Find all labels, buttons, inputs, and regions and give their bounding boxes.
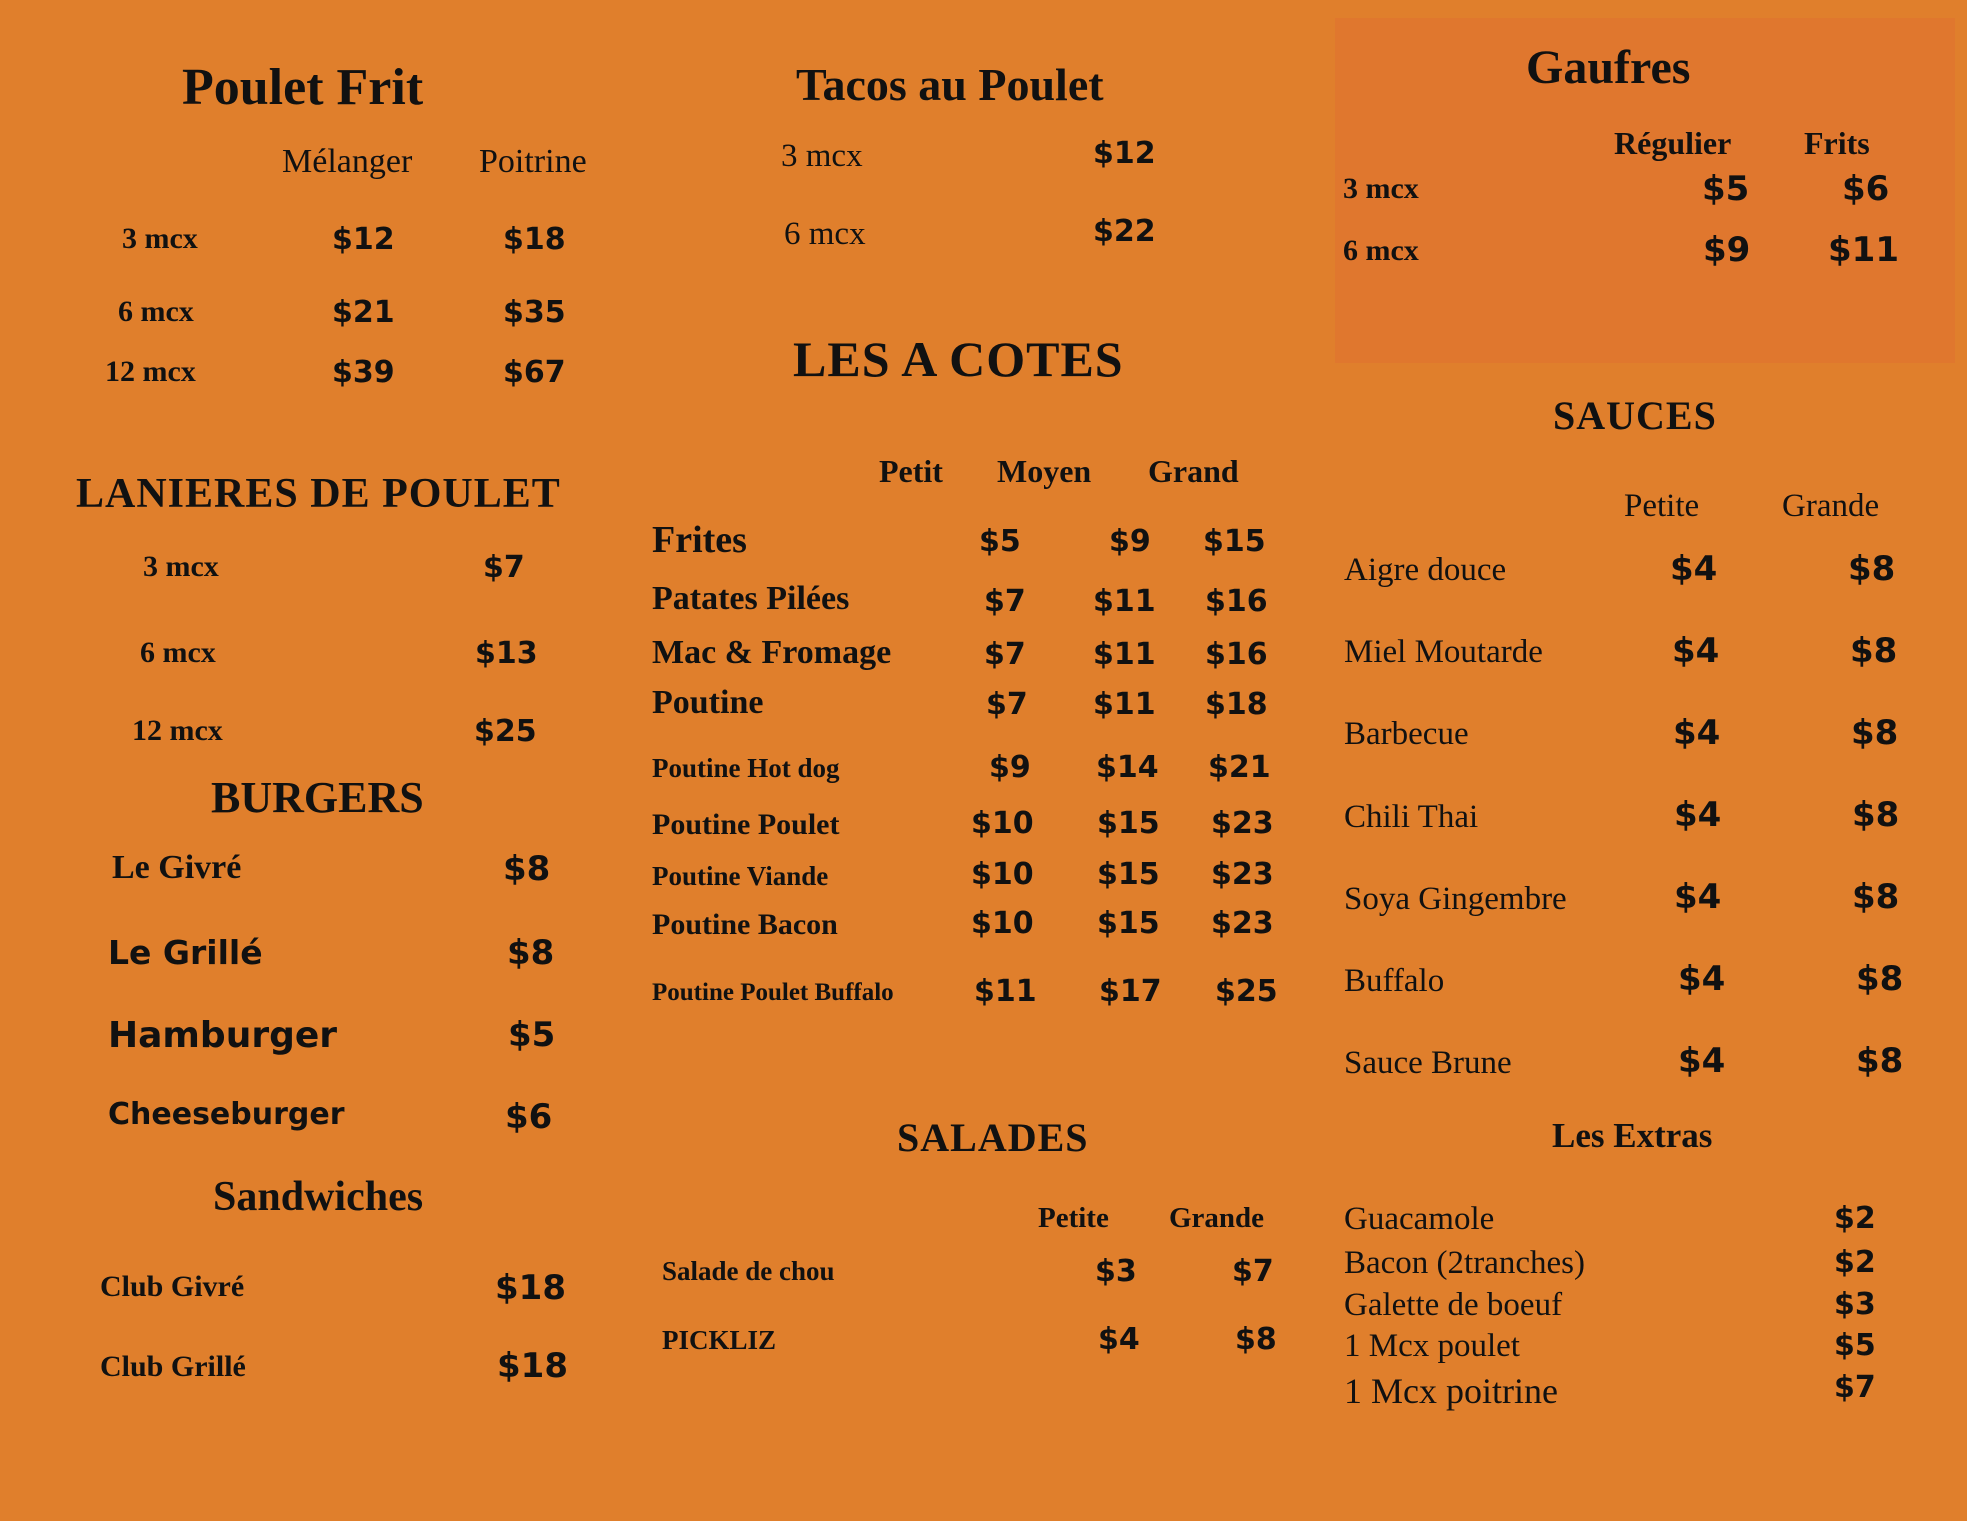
acotes-row-price: $11 (1093, 584, 1156, 619)
acotes-row-price: $9 (1109, 524, 1151, 559)
acotes-row-label: Poutine (652, 684, 764, 721)
acotes-row-price: $11 (974, 974, 1037, 1009)
salades-row-price: $7 (1232, 1254, 1274, 1289)
sauces-row-price: $4 (1670, 549, 1718, 589)
sauces-row-label: Soya Gingembre (1344, 881, 1567, 917)
salades-title: SALADES (897, 1115, 1089, 1160)
acotes-title: LES A COTES (793, 331, 1124, 387)
tacos-row-price: $12 (1093, 136, 1156, 171)
tacos-row-label: 6 mcx (784, 216, 866, 252)
sauces-row-price: $4 (1674, 795, 1722, 835)
sauces-row-price: $4 (1674, 877, 1722, 917)
lanieres-row-price: $7 (483, 550, 525, 585)
acotes-header-petit: Petit (879, 453, 943, 489)
salades-header-petite: Petite (1038, 1202, 1109, 1234)
extras-row-price: $2 (1834, 1245, 1876, 1280)
poulet-frit-header-poitrine: Poitrine (479, 143, 587, 180)
burgers-row-price: $6 (505, 1097, 553, 1137)
gaufres-row-label: 3 mcx (1343, 172, 1419, 205)
sauces-row-label: Chili Thai (1344, 799, 1479, 835)
sandwiches-row-label: Club Grillé (100, 1350, 246, 1383)
acotes-row-price: $7 (984, 584, 1026, 619)
sauces-row-price: $4 (1672, 631, 1720, 671)
sauces-row-label: Miel Moutarde (1344, 634, 1543, 670)
acotes-row-price: $5 (979, 524, 1021, 559)
tacos-title: Tacos au Poulet (796, 59, 1104, 110)
sauces-row-price: $8 (1856, 959, 1904, 999)
acotes-row-label: Poutine Bacon (652, 908, 838, 941)
burgers-row-label: Cheeseburger (108, 1097, 345, 1132)
acotes-row-label: Patates Pilées (652, 580, 850, 617)
acotes-header-grand: Grand (1148, 453, 1239, 489)
acotes-row-price: $15 (1097, 806, 1160, 841)
sauces-row-price: $8 (1848, 549, 1896, 589)
lanieres-row-label: 12 mcx (132, 714, 223, 747)
salades-row-label: PICKLIZ (662, 1325, 777, 1355)
extras-row-label: Galette de boeuf (1344, 1287, 1563, 1323)
poulet-frit-row-price: $21 (332, 295, 395, 330)
acotes-row-label: Poutine Poulet (652, 808, 840, 841)
lanieres-row-price: $13 (475, 636, 538, 671)
poulet-frit-row-price: $18 (503, 222, 566, 257)
acotes-row-price: $7 (984, 637, 1026, 672)
extras-row-label: 1 Mcx poitrine (1344, 1371, 1558, 1411)
acotes-row-label: Poutine Poulet Buffalo (652, 979, 894, 1006)
burgers-row-price: $5 (508, 1015, 556, 1055)
acotes-row-price: $23 (1211, 857, 1274, 892)
acotes-row-price: $15 (1203, 524, 1266, 559)
acotes-row-label: Mac & Fromage (652, 634, 892, 671)
sandwiches-row-price: $18 (495, 1268, 566, 1308)
extras-row-label: Guacamole (1344, 1201, 1495, 1237)
extras-row-price: $3 (1834, 1287, 1876, 1322)
sandwiches-title: Sandwiches (213, 1174, 424, 1220)
poulet-frit-row-price: $35 (503, 295, 566, 330)
acotes-row-price: $21 (1208, 750, 1271, 785)
acotes-row-price: $23 (1211, 806, 1274, 841)
sauces-row-label: Aigre douce (1344, 552, 1507, 588)
acotes-row-price: $10 (971, 857, 1034, 892)
burgers-row-price: $8 (507, 933, 555, 973)
acotes-row-label: Poutine Hot dog (652, 753, 840, 783)
sauces-row-price: $8 (1850, 631, 1898, 671)
extras-row-price: $7 (1834, 1370, 1876, 1405)
extras-title: Les Extras (1552, 1116, 1713, 1155)
poulet-frit-row-label: 6 mcx (118, 295, 194, 328)
acotes-row-price: $14 (1096, 750, 1159, 785)
sandwiches-row-label: Club Givré (100, 1270, 245, 1303)
tacos-row-label: 3 mcx (781, 138, 863, 174)
burgers-row-price: $8 (503, 849, 551, 889)
salades-header-grande: Grande (1169, 1202, 1265, 1234)
acotes-row-price: $25 (1215, 974, 1278, 1009)
acotes-row-price: $11 (1093, 687, 1156, 722)
acotes-header-moyen: Moyen (997, 453, 1092, 489)
acotes-row-label: Frites (652, 519, 747, 561)
poulet-frit-row-label: 3 mcx (122, 222, 198, 255)
acotes-row-price: $16 (1205, 584, 1268, 619)
lanieres-row-label: 3 mcx (143, 550, 219, 583)
lanieres-title: LANIERES DE POULET (76, 471, 561, 517)
sauces-header-grande: Grande (1782, 488, 1880, 524)
sauces-title: SAUCES (1553, 393, 1717, 438)
poulet-frit-row-price: $12 (332, 222, 395, 257)
gaufres-header-frits: Frits (1804, 125, 1870, 161)
burgers-title: BURGERS (211, 773, 424, 822)
acotes-row-price: $18 (1205, 687, 1268, 722)
sauces-row-label: Buffalo (1344, 963, 1445, 999)
extras-row-label: 1 Mcx poulet (1344, 1328, 1520, 1364)
sauces-header-petite: Petite (1624, 488, 1700, 524)
sauces-row-price: $4 (1673, 713, 1721, 753)
gaufres-row-price: $9 (1703, 230, 1751, 270)
sauces-row-price: $8 (1852, 795, 1900, 835)
sauces-row-price: $4 (1678, 959, 1726, 999)
lanieres-row-label: 6 mcx (140, 636, 216, 669)
extras-row-label: Bacon (2tranches) (1344, 1245, 1585, 1281)
gaufres-row-price: $6 (1842, 169, 1890, 209)
poulet-frit-row-label: 12 mcx (105, 355, 196, 388)
acotes-row-label: Poutine Viande (652, 861, 829, 891)
gaufres-title: Gaufres (1526, 41, 1691, 94)
gaufres-row-label: 6 mcx (1343, 234, 1419, 267)
burgers-row-label: Le Grillé (108, 933, 263, 972)
salades-row-label: Salade de chou (662, 1256, 835, 1286)
acotes-row-price: $10 (971, 806, 1034, 841)
extras-row-price: $5 (1834, 1328, 1876, 1363)
extras-row-price: $2 (1834, 1201, 1876, 1236)
gaufres-header-regulier: Régulier (1614, 125, 1732, 161)
acotes-row-price: $15 (1097, 906, 1160, 941)
lanieres-row-price: $25 (474, 714, 537, 749)
sandwiches-row-price: $18 (497, 1346, 568, 1386)
acotes-row-price: $17 (1099, 974, 1162, 1009)
salades-row-price: $8 (1235, 1322, 1277, 1357)
sauces-row-price: $8 (1856, 1041, 1904, 1081)
acotes-row-price: $16 (1205, 637, 1268, 672)
poulet-frit-header-melanger: Mélanger (282, 143, 413, 180)
poulet-frit-row-price: $39 (332, 355, 395, 390)
sauces-row-label: Sauce Brune (1344, 1045, 1512, 1081)
poulet-frit-title: Poulet Frit (182, 59, 424, 116)
burgers-row-label: Hamburger (108, 1015, 338, 1056)
acotes-row-price: $9 (989, 750, 1031, 785)
salades-row-price: $4 (1098, 1322, 1140, 1357)
sauces-row-label: Barbecue (1344, 716, 1469, 752)
poulet-frit-row-price: $67 (503, 355, 566, 390)
acotes-row-price: $23 (1211, 906, 1274, 941)
burgers-row-label: Le Givré (112, 849, 242, 886)
acotes-row-price: $10 (971, 906, 1034, 941)
acotes-row-price: $7 (986, 687, 1028, 722)
gaufres-row-price: $11 (1828, 230, 1899, 270)
sauces-row-price: $4 (1678, 1041, 1726, 1081)
tacos-row-price: $22 (1093, 214, 1156, 249)
sauces-row-price: $8 (1851, 713, 1899, 753)
salades-row-price: $3 (1095, 1254, 1137, 1289)
gaufres-row-price: $5 (1702, 169, 1750, 209)
acotes-row-price: $11 (1093, 637, 1156, 672)
acotes-row-price: $15 (1097, 857, 1160, 892)
sauces-row-price: $8 (1852, 877, 1900, 917)
